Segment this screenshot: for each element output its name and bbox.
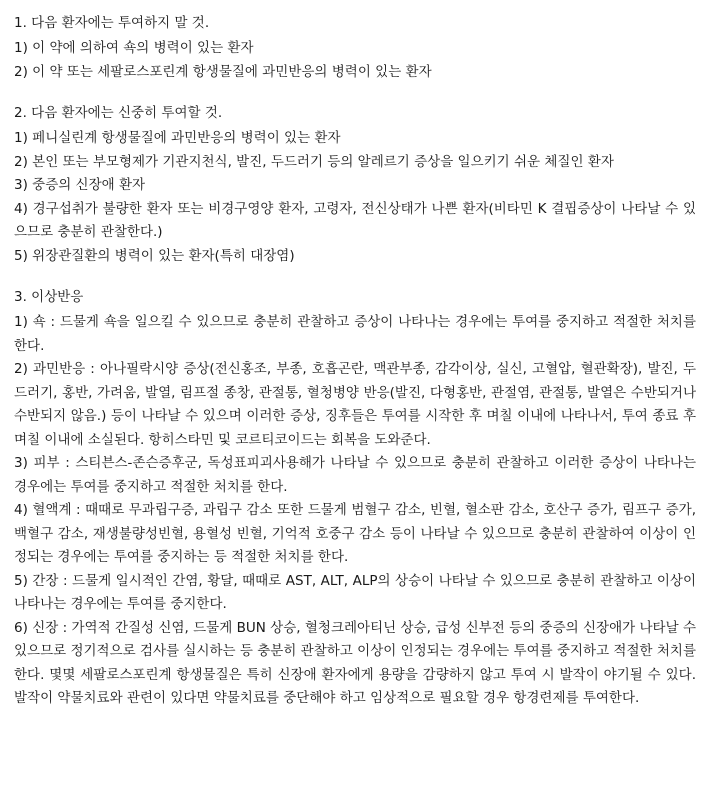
section-item: 2) 본인 또는 부모형제가 기관지천식, 발진, 두드러기 등의 알레르기 증상을 일으키기 쉬운 체질인 환자 <box>14 153 614 170</box>
section-item: 4) 혈액계 : 때때로 무과립구증, 과립구 감소 또한 드물게 범혈구 감소, 빈혈, 혈소판 감소, 호산구 증가, 림프구 증가, 백혈구 감소, 재생불량성빈혈, 용혈성 빈혈, 기억적 호중구 감소 등이 나타날 수 있으므로 충분히 관찰하여 이상이 인정되는 경우에는 투여를 중지하는 등 적절한 처치를 한다. <box>14 502 701 565</box>
document-section-2 <box>14 102 696 268</box>
section-item: 6) 신장 : 가역적 간질성 신염, 드물게 BUN 상승, 혈청크레아티닌 상승, 급성 신부전 등의 중증의 신장애가 나타날 수 있으므로 정기적으로 검사를 실시하는 등 충분히 관찰하고 이상이 인정되는 경우에는 투여를 중지하고 적절한 처치를 한다. 몇몇 세팔로스포린계 항생물질은 특히 신장애 환자에게 용량을 감량하지 않고 투여 시 발작이 야기될 수 있다. 발작이 약물치료와 관련이 있다면 약물치료를 중단해야 하고 임상적으로 필요할 경우 항경련제를 투여한다. <box>14 619 701 706</box>
section-item: 3) 피부 : 스티븐스-존슨증후군, 독성표피괴사용해가 나타날 수 있으므로 충분히 관찰하고 이러한 증상이 나타나는 경우에는 투여를 중지하고 적절한 처치를 한다. <box>14 455 701 495</box>
section-item: 3) 중증의 신장애 환자 <box>14 177 146 193</box>
section-item: 1) 쇽 : 드물게 쇽을 일으킬 수 있으므로 충분히 관찰하고 증상이 나타나는 경우에는 투여를 중지하고 적절한 처치를 한다. <box>14 314 701 354</box>
section-item: 5) 위장관질환의 병력이 있는 환자(특히 대장염) <box>14 247 295 264</box>
section-item: 1) 이 약에 의하여 쇽의 병력이 있는 환자 <box>14 40 254 56</box>
section-item: 2) 과민반응 : 아나필락시양 증상(전신홍조, 부종, 호흡곤란, 맥관부종, 감각이상, 실신, 고혈압, 혈관확장), 발진, 두드러기, 홍반, 가려움, 발열, 림프절 종창, 관절통, 혈청병양 반응(발진, 다형홍반, 관절염, 관절통, 발열은 수반되거나 수반되지 않음.) 등이 나타날 수 있으며 이러한 증상, 징후들은 투여를 시작한 후 며칠 이내에 나타나서, 투여 종료 후 며칠 이내에 소실된다. 항히스타민 및 코르티코이드는 회복을 도와준다. <box>14 361 701 448</box>
section-heading: 1. 다음 환자에는 투여하지 말 것. <box>14 15 210 31</box>
section-item: 1) 페니실린계 항생물질에 과민반응의 병력이 있는 환자 <box>14 130 341 146</box>
section-item: 2) 이 약 또는 세팔로스포린계 항생물질에 과민반응의 병력이 있는 환자 <box>14 63 432 80</box>
document-section-1 <box>14 12 696 84</box>
section-heading: 2. 다음 환자에는 신중히 투여할 것. <box>14 105 223 121</box>
section-item: 4) 경구섭취가 불량한 환자 또는 비경구영양 환자, 고령자, 전신상태가 나쁜 환자(비타민 K 결핍증상이 나타날 수 있으므로 충분히 관찰한다.) <box>14 200 696 240</box>
document-section-3 <box>14 286 701 711</box>
section-item: 5) 간장 : 드물게 일시적인 간염, 황달, 때때로 AST, ALT, ALP의 상승이 나타날 수 있으므로 충분히 관찰하고 이상이 나타나는 경우에는 투여를 중지한다. <box>14 572 701 612</box>
section-heading: 3. 이상반응 <box>14 289 84 305</box>
